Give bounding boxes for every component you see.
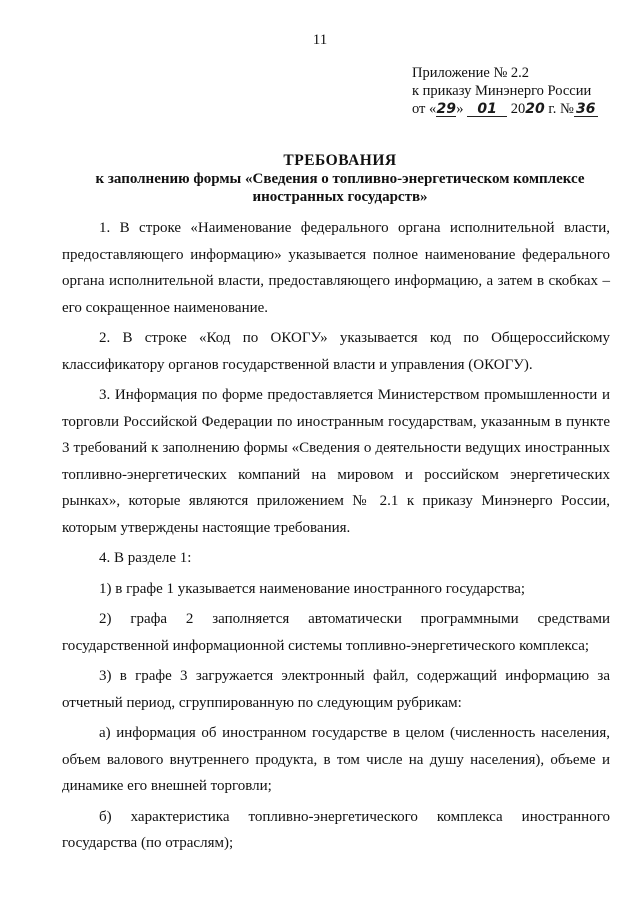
handwritten-month: 01 [467,102,507,117]
sub-item-a: а) информация об иностранном государстве в целом (численность населения, объем валового внутреннего продукта, в том числе на душу населения), объеме и динамике его внешней торговли; [62,725,610,794]
annex-line-1: Приложение № 2.2 [412,65,530,81]
document-body [62,215,610,857]
document-title [60,152,620,206]
page-number: 11 [312,32,328,48]
annex-date-line [412,100,598,118]
list-item-1: 1) в графе 1 указывается наименование иностранного государства; [99,580,526,597]
paragraph-1: 1. В строке «Наименование федерального органа исполнительной власти, предоставляющего информацию» указывается полное наименование федерального органа исполнительной власти, предоставляющего информацию, а затем в скобках – его сокращенное наименование. [62,220,610,316]
annex-line-2: к приказу Минэнерго России [412,83,592,99]
title-subheading-1: к заполнению формы «Сведения о топливно-энергетическом комплексе [95,171,585,187]
year-prefix: 20 [510,101,526,117]
paragraph-3: 3. Информация по форме предоставляется Министерством промышленности и торговли Российской Федерации по иностранным государствам, указанным в пункте 3 требований к заполнению формы «Сведения о деятельности ведущих иностранных топливно-энергетических компаний на мировом и российском энергетических рынках», которые являются приложением № 2.1 к приказу Минэнерго России, которым утверждены настоящие требования. [62,387,610,536]
list-item-2: 2) графа 2 заполняется автоматически программными средствами государственной информационной системы топливно-энергетического комплекса; [62,611,610,654]
list-item-3: 3) в графе 3 загружается электронный файл, содержащий информацию за отчетный период, сгруппированную по следующим рубрикам: [62,668,610,711]
paragraph-4: 4. В разделе 1: [99,550,192,566]
handwritten-order-number: 36 [574,102,598,117]
date-close: » [456,101,464,117]
handwritten-day: 29 [436,101,457,117]
paragraph-2: 2. В строке «Код по ОКОГУ» указывается код по Общероссийскому классификатору органов государственной власти и управления (ОКОГУ). [62,330,610,373]
title-heading: ТРЕБОВАНИЯ [283,152,397,169]
year-postfix: г. № [544,101,574,117]
sub-item-b: б) характеристика топливно-энергетического комплекса иностранного государства (по отраслям); [62,808,610,851]
date-prefix: от « [412,101,437,117]
annex-header [412,64,598,118]
title-subheading-2: иностранных государств» [252,189,428,205]
handwritten-year: 20 [525,101,545,117]
